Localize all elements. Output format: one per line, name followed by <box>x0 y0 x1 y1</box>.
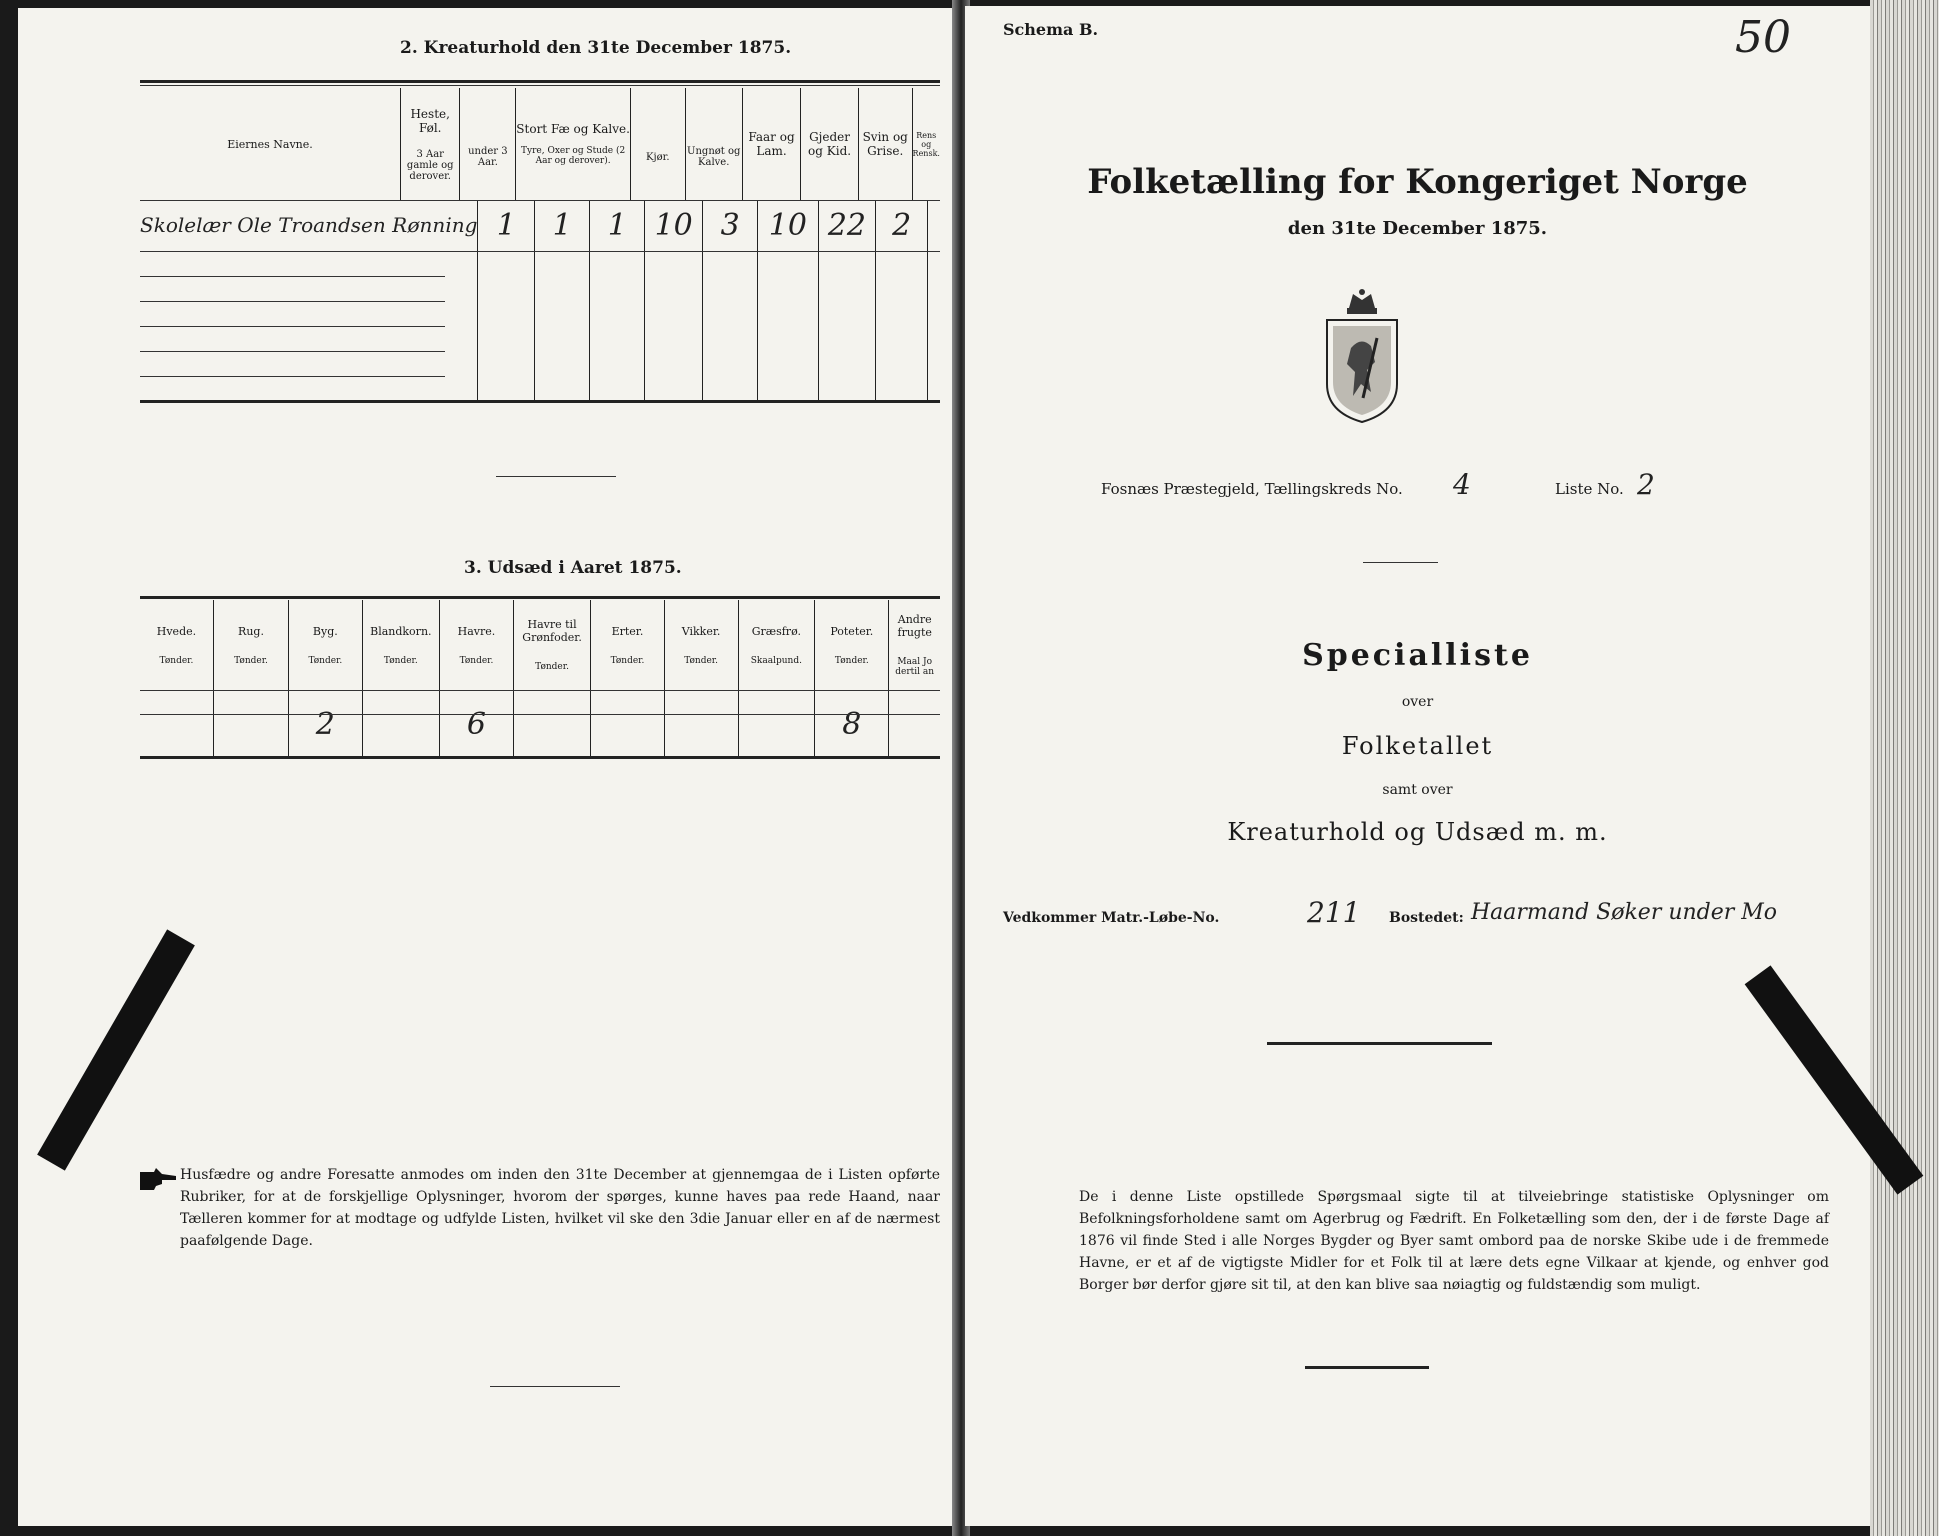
matr-value: 211 <box>1307 896 1361 929</box>
row-rule <box>140 326 445 327</box>
rule <box>140 690 940 691</box>
seed-unit: Tønder. <box>383 655 418 666</box>
location-line <box>1101 480 1403 498</box>
seed-unit: Tønder. <box>234 655 268 666</box>
footer-text: De i denne Liste opstillede Spørgsmaal sigte til at tilveiebringe statistiske Oplysninger om Befolkningsforholdene samt om Agerbrug og Fædrift. En Folketælling som den, der i de første Dage af 1876 vil finde Sted i alle Norges Bygder og Byer samt ombord paa de norske Skibe ude i de fremmede Havne, er et af de vigtigste Midler for et Folk til at lære dets egne Vilkaar at kjende, og enhver god Borger bør derfor gjøre sit til, at den kan blive saa nøiagtig og fuldstændig som muligt. <box>1079 1189 1829 1293</box>
gjeder-header: Gjeder og Kid. <box>801 88 859 200</box>
seed-crop-name: Poteter. <box>830 624 874 638</box>
seed-unit: Tønder. <box>535 662 569 672</box>
rule <box>140 80 940 83</box>
seed-header-cell <box>513 600 590 690</box>
heste-b-header: under 3 Aar. <box>460 88 516 200</box>
specialliste-heading: Specialliste <box>1302 638 1533 673</box>
seed-value-cell <box>362 690 440 758</box>
rens-header: Rens og Rensk. <box>912 88 940 200</box>
fae-a-cell <box>590 201 645 249</box>
list-label: Liste No. <box>1555 480 1624 498</box>
fae-group-label: Stort Fæ og Kalve. <box>516 122 630 136</box>
bosted-label: Bostedet: <box>1389 910 1464 926</box>
seed-header-cell <box>213 600 288 690</box>
date-line: den 31te December 1875. <box>1287 218 1548 239</box>
pointing-hand-icon <box>140 1166 176 1192</box>
seed-value-cell <box>738 690 815 758</box>
owner-cell <box>140 201 478 249</box>
seed-header-cell <box>664 600 738 690</box>
seed-header-cell <box>591 600 664 690</box>
coat-of-arms-icon <box>1321 288 1403 424</box>
right-page <box>965 6 1870 1526</box>
seed-value-cell <box>289 690 362 758</box>
list-value: 2 <box>1637 468 1655 501</box>
rens-cell <box>927 201 940 249</box>
seed-crop-name: Hvede. <box>156 624 197 638</box>
seed-crop-name: Erter. <box>611 624 644 638</box>
svin-cell <box>876 201 928 249</box>
rule <box>140 596 940 599</box>
section3-title: 3. Udsæd i Aaret 1875. <box>464 558 682 578</box>
page-number: 50 <box>1735 12 1791 63</box>
fae-b-header: Kjør. <box>630 88 685 200</box>
heste-group-label: Heste, Føl. <box>410 106 450 135</box>
livestock-header <box>140 88 940 200</box>
schema-label: Schema B. <box>1003 20 1099 39</box>
svin-value: 2 <box>892 207 912 243</box>
seed-value-cell <box>513 690 590 758</box>
seed-unit: Maal Jo dertil an <box>895 657 935 677</box>
seed-header-row <box>140 600 940 690</box>
fae-a-label: Tyre, Oxer og Stude (2 Aar og derover). <box>521 146 626 166</box>
bosted-value: Haarmand Søker under Mo <box>1471 900 1778 925</box>
rule <box>140 714 940 715</box>
divider-short <box>1363 562 1438 563</box>
divider-short <box>1305 1366 1429 1369</box>
rule <box>140 756 940 759</box>
seed-value-cell <box>889 690 940 758</box>
seed-header-cell <box>889 600 940 690</box>
seed-crop-name: Byg. <box>312 624 338 638</box>
seed-value: 6 <box>466 706 487 742</box>
row-rule <box>140 351 445 352</box>
fae-b-cell <box>645 201 703 249</box>
seed-value-cell <box>213 690 288 758</box>
seed-header-cell <box>738 600 815 690</box>
seed-table <box>140 600 940 758</box>
row-rule <box>140 251 940 252</box>
row-rule <box>140 301 445 302</box>
gjeder-cell <box>818 201 876 249</box>
seed-unit: Tønder. <box>610 655 645 666</box>
notice-text: Husfædre og andre Foresatte anmodes om inden den 31te December at gjennemgaa de i Listen opførte Rubriker, for at de forskjellige Oplysninger, hvorom der spørges, kunne haves paa rede Haand, naar Tælleren kommer for at modtage og udfylde Listen, hvilket vil ske den 3die Januar eller en af de nærmest paafølgende Dage. <box>180 1167 940 1249</box>
page-stack-edge <box>1870 0 1939 1536</box>
seed-header-cell <box>289 600 362 690</box>
seed-value: 8 <box>842 706 862 742</box>
fae-a-value: 1 <box>607 207 627 243</box>
fae-c-header: Ungnøt og Kalve. <box>685 88 742 200</box>
seed-value-cell <box>591 690 664 758</box>
faar-value: 10 <box>768 207 807 243</box>
heste-a-value: 1 <box>496 207 516 243</box>
samt-over-label: samt over <box>1382 782 1453 798</box>
seed-header-cell <box>815 600 889 690</box>
seed-value: 2 <box>315 706 335 742</box>
seed-crop-name: Havre til Grønfoder. <box>522 618 582 644</box>
seed-value-row <box>140 690 940 758</box>
seed-value-cell <box>815 690 889 758</box>
heste-a-label: 3 Aar gamle og derover. <box>406 148 454 182</box>
seed-unit: Tønder. <box>159 655 194 666</box>
faar-header: Faar og Lam. <box>742 88 800 200</box>
heste-b-cell <box>535 201 590 249</box>
seed-header-cell <box>140 600 213 690</box>
svin-header: Svin og Grise. <box>858 88 912 200</box>
divider-short <box>496 476 616 477</box>
fae-c-cell <box>703 201 758 249</box>
divider-medium <box>1267 1042 1492 1045</box>
rule <box>140 400 940 403</box>
rule <box>140 85 940 86</box>
seed-crop-name: Rug. <box>238 624 264 638</box>
seed-crop-name: Græsfrø. <box>751 624 801 638</box>
seed-value-cell <box>664 690 738 758</box>
seed-value-cell <box>440 690 514 758</box>
divider-short <box>490 1386 620 1387</box>
parish-label: Fosnæs Præstegjeld, <box>1101 480 1260 498</box>
seed-unit: Tønder. <box>684 655 718 666</box>
seed-unit: Tønder. <box>459 655 494 666</box>
heste-a-cell <box>478 201 535 249</box>
row-rule <box>140 276 445 277</box>
heste-a-header <box>400 88 459 200</box>
matr-label: Vedkommer Matr.-Løbe-No. <box>1003 910 1220 926</box>
row-rule <box>140 376 445 377</box>
owner-name: Skolelær Ole Troandsen Rønning <box>140 213 478 237</box>
section2-title: 2. Kreaturhold den 31te December 1875. <box>400 38 792 58</box>
seed-crop-name: Vikker. <box>681 624 721 638</box>
heste-b-value: 1 <box>552 207 572 243</box>
seed-crop-name: Andre frugte <box>897 613 932 639</box>
main-title: Folketælling for Kongeriget Norge <box>1087 162 1748 202</box>
left-page <box>18 8 958 1526</box>
owner-header: Eiernes Navne. <box>227 137 313 151</box>
faar-cell <box>758 201 818 249</box>
seed-unit: Tønder. <box>834 655 869 666</box>
fae-c-value: 3 <box>720 207 740 243</box>
seed-header-cell <box>362 600 440 690</box>
over-label: over <box>1401 694 1434 710</box>
seed-unit: Tønder. <box>308 655 343 666</box>
gjeder-value: 22 <box>827 207 867 243</box>
subheading: Kreaturhold og Udsæd m. m. <box>1227 818 1608 846</box>
fae-a-header <box>516 88 631 200</box>
seed-unit: Skaalpund. <box>750 655 802 666</box>
district-value: 4 <box>1453 468 1471 501</box>
district-label: Tællingskreds No. <box>1264 480 1403 498</box>
seed-value-cell <box>140 690 213 758</box>
fae-b-value: 10 <box>654 207 693 243</box>
seed-crop-name: Blandkorn. <box>370 624 432 638</box>
seed-header-cell <box>440 600 514 690</box>
folketallet-label: Folketallet <box>1341 732 1494 760</box>
seed-crop-name: Havre. <box>457 624 496 638</box>
